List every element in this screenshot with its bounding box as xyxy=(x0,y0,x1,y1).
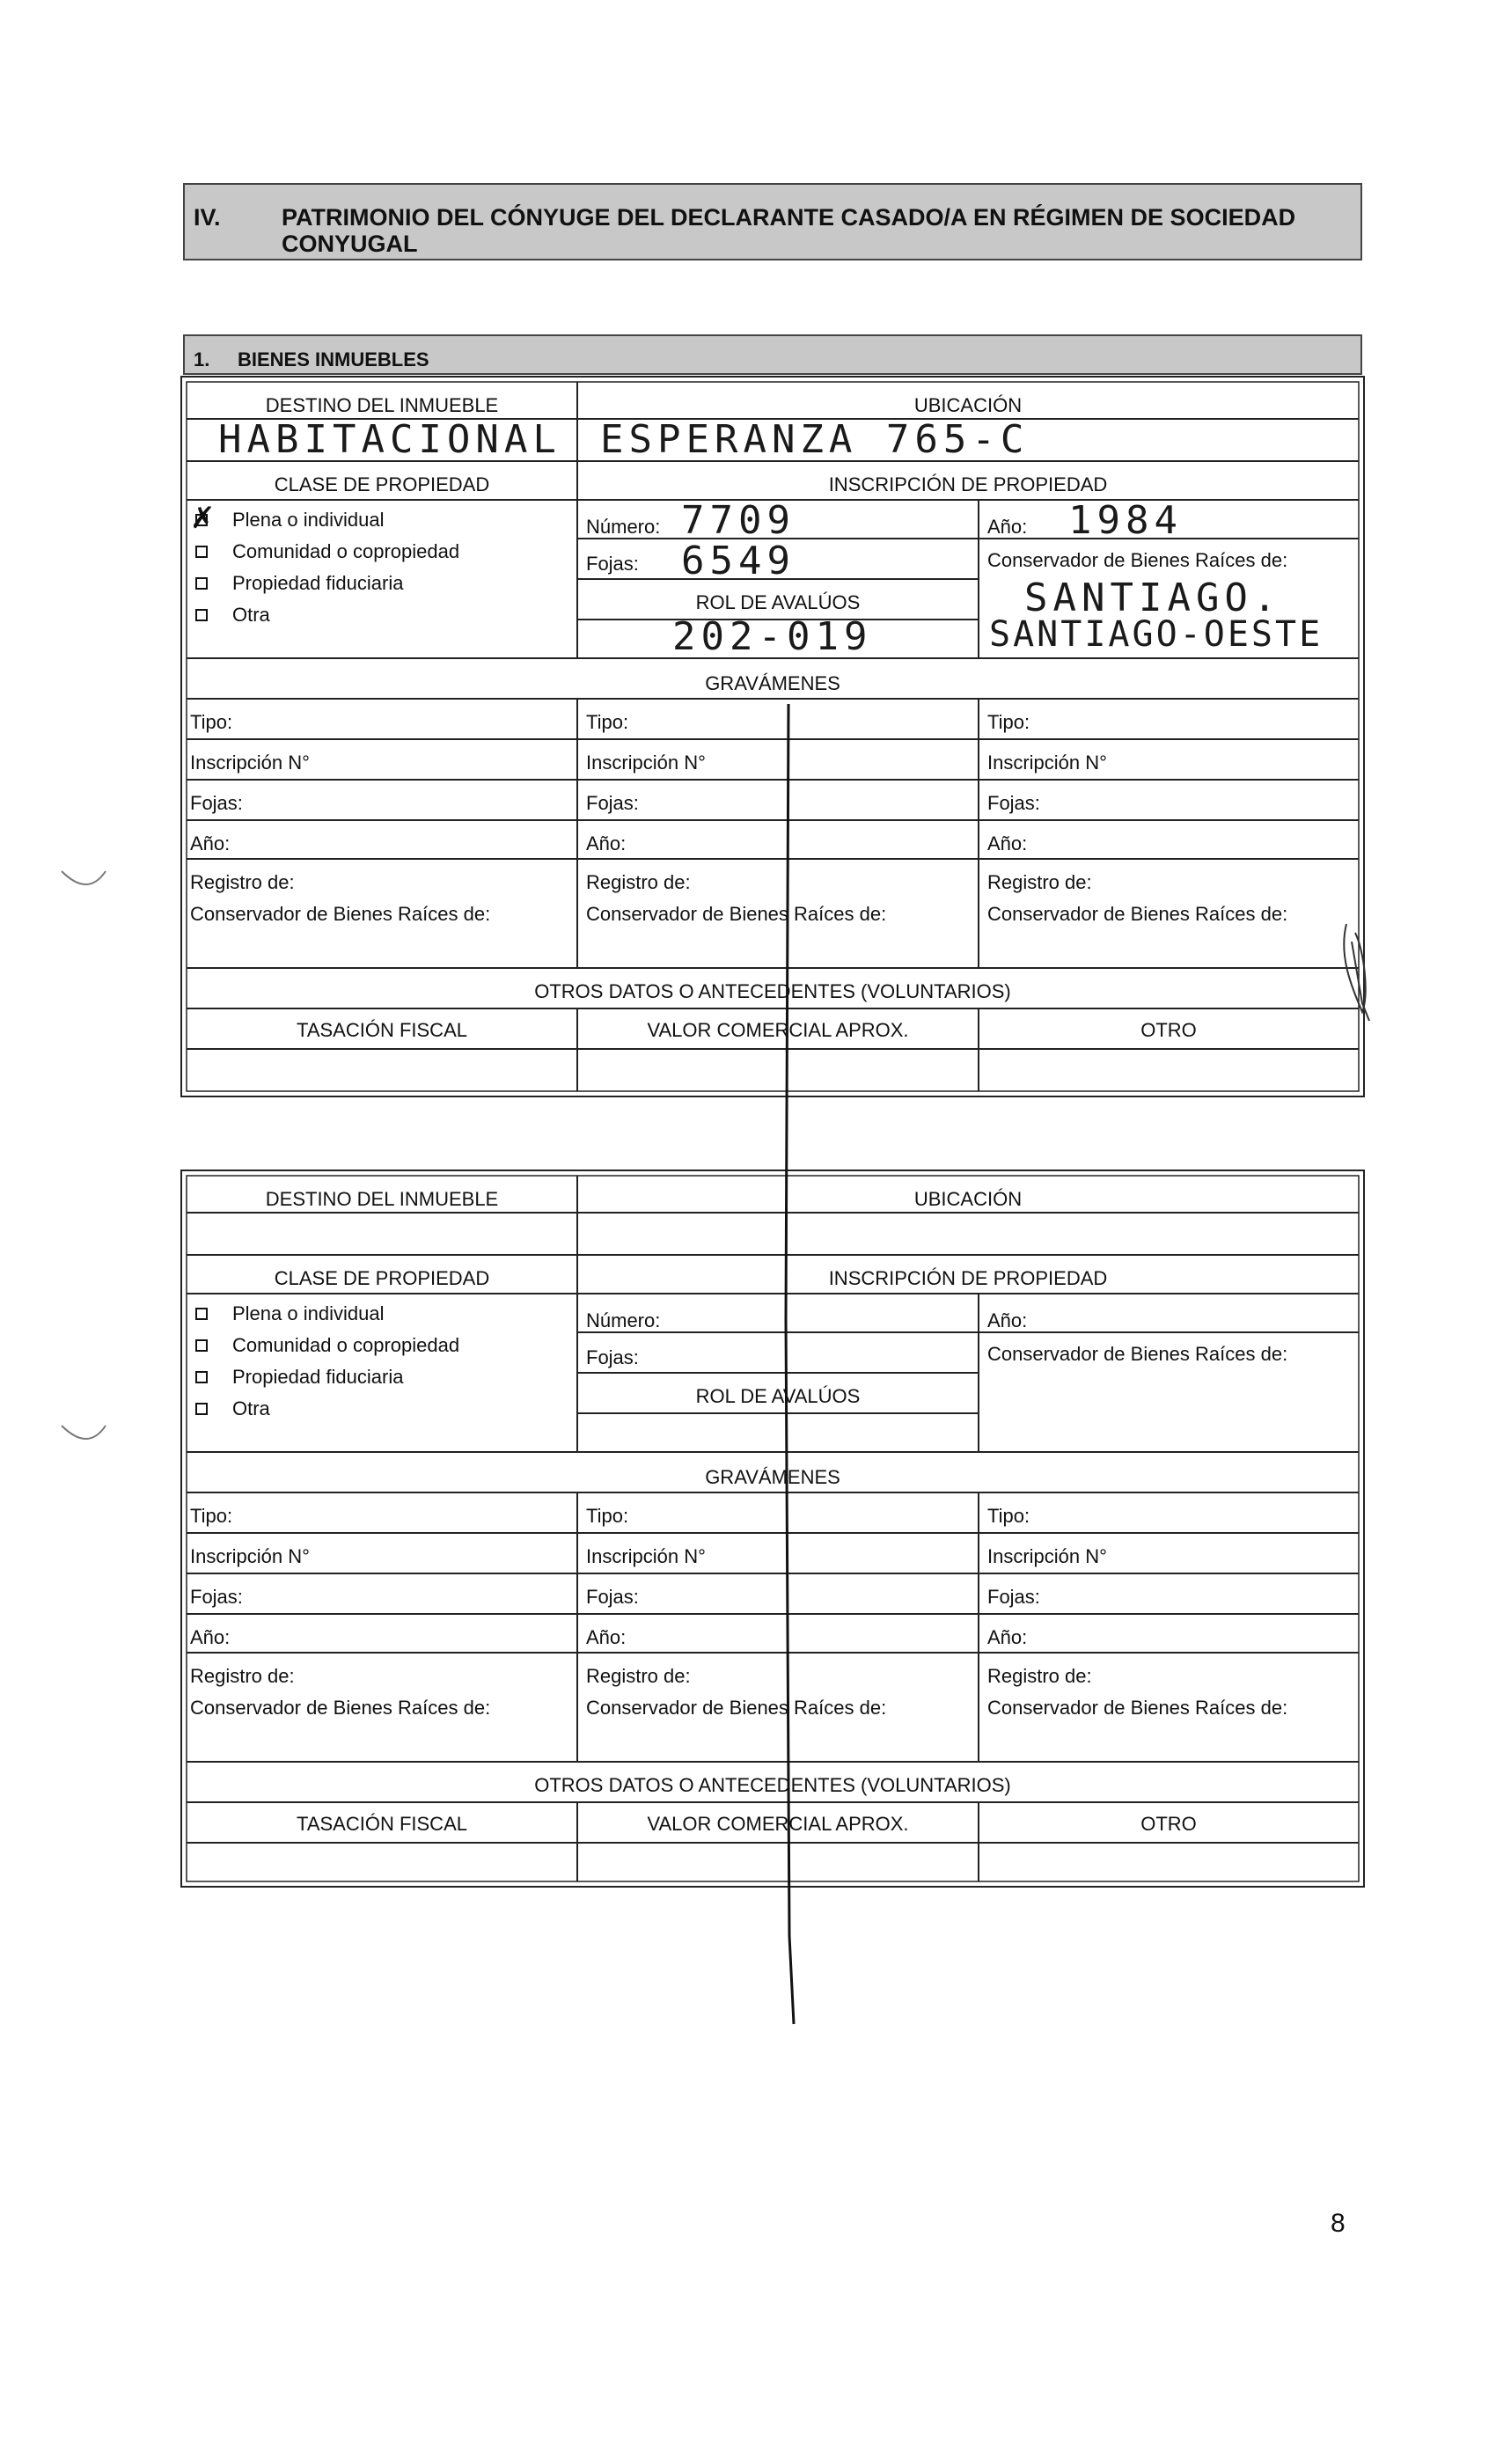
section-title: PATRIMONIO DEL CÓNYUGE DEL DECLARANTE CASADO/A EN RÉGIMEN DE SOCIEDAD CONYUGAL xyxy=(282,204,1296,257)
inscripcion-n-label: Inscripción N° xyxy=(987,1545,1107,1567)
tipo-label: Tipo: xyxy=(586,1505,629,1527)
option-plena: Plena o individual xyxy=(232,509,385,531)
conservador-label: Conservador de Bienes Raíces de: xyxy=(987,903,1288,925)
anio-label: Año: xyxy=(987,832,1028,854)
conservador-label: Conservador de Bienes Raíces de: xyxy=(987,549,1288,571)
numero-label: Número: xyxy=(586,516,661,538)
fojas-label: Fojas: xyxy=(586,1586,639,1608)
anio-label: Año: xyxy=(987,1309,1028,1331)
registro-label: Registro de: xyxy=(190,1665,295,1687)
fojas-label: Fojas: xyxy=(987,792,1040,814)
clase-label: CLASE DE PROPIEDAD xyxy=(274,1267,490,1289)
ubicacion-label: UBICACIÓN xyxy=(913,1188,1023,1210)
destino-label: DESTINO DEL INMUEBLE xyxy=(265,394,499,416)
anio-label: Año: xyxy=(190,832,231,854)
option-fiduciaria: Propiedad fiduciaria xyxy=(232,572,404,594)
rol-value: 202-019 xyxy=(672,614,873,659)
valor-label: VALOR COMERCIAL APROX. xyxy=(647,1813,909,1835)
destino-label: DESTINO DEL INMUEBLE xyxy=(265,1188,499,1210)
conservador-label: Conservador de Bienes Raíces de: xyxy=(190,903,491,925)
rol-label: ROL DE AVALÚOS xyxy=(695,591,861,613)
fojas-label: Fojas: xyxy=(987,1586,1040,1608)
otro-label: OTRO xyxy=(1140,1019,1197,1041)
ubicacion-value: ESPERANZA 765-C xyxy=(600,417,1030,462)
option-otra: Otra xyxy=(232,604,270,626)
otros-label: OTROS DATOS O ANTECEDENTES (VOLUNTARIOS) xyxy=(534,1774,1011,1796)
inscripcion-label: INSCRIPCIÓN DE PROPIEDAD xyxy=(828,1267,1108,1289)
otros-label: OTROS DATOS O ANTECEDENTES (VOLUNTARIOS) xyxy=(534,980,1011,1002)
valor-label: VALOR COMERCIAL APROX. xyxy=(647,1019,909,1041)
tipo-label: Tipo: xyxy=(586,711,629,733)
fojas-label: Fojas: xyxy=(190,1586,243,1608)
fojas-label: Fojas: xyxy=(586,792,639,814)
inscripcion-n-label: Inscripción N° xyxy=(586,752,706,774)
conservador-label: Conservador de Bienes Raíces de: xyxy=(987,1697,1288,1719)
registro-label: Registro de: xyxy=(987,1665,1092,1687)
inscripcion-n-label: Inscripción N° xyxy=(190,1545,310,1567)
option-comunidad: Comunidad o copropiedad xyxy=(232,540,460,562)
inscripcion-n-label: Inscripción N° xyxy=(190,752,310,774)
gravamenes-label: GRAVÁMENES xyxy=(705,672,840,694)
inscripcion-n-label: Inscripción N° xyxy=(586,1545,706,1567)
registro-label: Registro de: xyxy=(586,1665,691,1687)
tipo-label: Tipo: xyxy=(987,711,1030,733)
tasacion-label: TASACIÓN FISCAL xyxy=(297,1019,467,1041)
option-otra: Otra xyxy=(232,1397,270,1419)
tasacion-label: TASACIÓN FISCAL xyxy=(297,1813,467,1835)
registro-label: Registro de: xyxy=(987,871,1092,893)
anio-label: Año: xyxy=(987,516,1028,538)
numero-value: 7709 xyxy=(681,498,796,543)
tipo-label: Tipo: xyxy=(190,711,233,733)
fojas-value: 6549 xyxy=(681,539,796,583)
numero-label: Número: xyxy=(586,1309,661,1331)
conservador-label: Conservador de Bienes Raíces de: xyxy=(190,1697,491,1719)
anio-label: Año: xyxy=(586,1626,627,1648)
inscripcion-label: INSCRIPCIÓN DE PROPIEDAD xyxy=(828,473,1108,495)
fojas-label: Fojas: xyxy=(586,553,639,575)
option-comunidad: Comunidad o copropiedad xyxy=(232,1334,460,1356)
inscripcion-n-label: Inscripción N° xyxy=(987,752,1107,774)
anio-value: 1984 xyxy=(1068,498,1183,543)
clase-label: CLASE DE PROPIEDAD xyxy=(274,473,490,495)
tipo-label: Tipo: xyxy=(987,1505,1030,1527)
destino-value: HABITACIONAL xyxy=(218,417,561,462)
option-fiduciaria: Propiedad fiduciaria xyxy=(232,1366,404,1388)
gravamenes-label: GRAVÁMENES xyxy=(705,1466,840,1488)
subsection-number: 1. xyxy=(194,348,210,370)
conservador-value: SANTIAGO. xyxy=(1024,576,1282,620)
section-number: IV. xyxy=(194,204,221,231)
comuna-value: SANTIAGO-OESTE xyxy=(989,614,1324,655)
tipo-label: Tipo: xyxy=(190,1505,233,1527)
ubicacion-label: UBICACIÓN xyxy=(913,394,1023,416)
option-plena: Plena o individual xyxy=(232,1302,385,1324)
rol-label: ROL DE AVALÚOS xyxy=(695,1385,861,1407)
page-number: 8 xyxy=(1331,2209,1346,2238)
registro-label: Registro de: xyxy=(586,871,691,893)
anio-label: Año: xyxy=(190,1626,231,1648)
conservador-label: Conservador de Bienes Raíces de: xyxy=(987,1343,1288,1365)
registro-label: Registro de: xyxy=(190,871,295,893)
subsection-title: BIENES INMUEBLES xyxy=(238,348,429,370)
anio-label: Año: xyxy=(987,1626,1028,1648)
fojas-label: Fojas: xyxy=(586,1346,639,1368)
check-mark-icon: ✗ xyxy=(190,501,216,536)
fojas-label: Fojas: xyxy=(190,792,243,814)
anio-label: Año: xyxy=(586,832,627,854)
otro-label: OTRO xyxy=(1140,1813,1197,1835)
conservador-label: Conservador de Bienes Raíces de: xyxy=(586,903,887,925)
conservador-label: Conservador de Bienes Raíces de: xyxy=(586,1697,887,1719)
